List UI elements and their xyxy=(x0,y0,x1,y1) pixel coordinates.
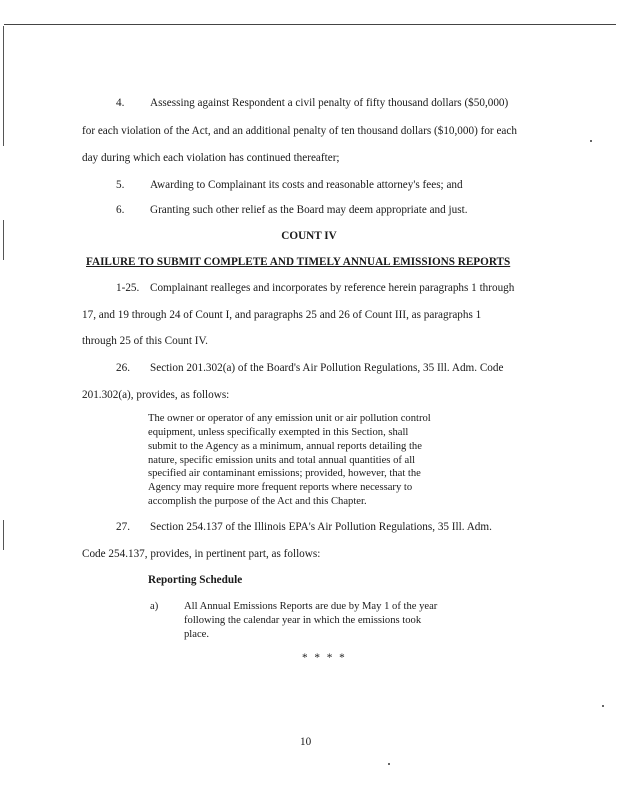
sub-a-line: place. xyxy=(184,629,209,640)
item-4-line-1: Assessing against Respondent a civil penalty of fifty thousand dollars ($50,000) xyxy=(150,97,509,109)
para-1-25-line-3: through 25 of this Count IV. xyxy=(82,335,208,347)
para-27-line-1: Section 254.137 of the Illinois EPA's Air Pollution Regulations, 35 Ill. Adm. xyxy=(150,521,492,533)
quote-line: submit to the Agency as a minimum, annual reports detailing the xyxy=(148,441,422,452)
scan-left-border-mark xyxy=(3,520,4,550)
item-4-number: 4. xyxy=(116,97,125,109)
para-26-number: 26. xyxy=(116,362,130,374)
item-6-number: 6. xyxy=(116,204,125,216)
scan-speck xyxy=(602,705,604,707)
count-heading: FAILURE TO SUBMIT COMPLETE AND TIMELY ANNUAL EMISSIONS REPORTS xyxy=(86,256,511,268)
scan-left-border xyxy=(3,26,4,146)
para-1-25-line-2: 17, and 19 through 24 of Count I, and paragraphs 25 and 26 of Count III, as paragraphs 1 xyxy=(82,309,482,321)
quote-line: The owner or operator of any emission unit or air pollution control xyxy=(148,413,431,424)
item-6-text: Granting such other relief as the Board may deem appropriate and just. xyxy=(150,204,468,216)
count-title: COUNT IV xyxy=(281,230,337,242)
para-27-line-2: Code 254.137, provides, in pertinent part, as follows: xyxy=(82,548,321,560)
item-4-line-3: day during which each violation has continued thereafter; xyxy=(82,152,340,164)
quote-line: Agency may require more frequent reports where necessary to xyxy=(148,482,413,493)
quote-line: equipment, unless specifically exempted in this Section, shall xyxy=(148,427,409,438)
para-1-25-line-1: Complainant realleges and incorporates by reference herein paragraphs 1 through xyxy=(150,282,515,294)
quote-line: nature, specific emission units and total annual quantities of all xyxy=(148,455,416,466)
item-4-line-2: for each violation of the Act, and an additional penalty of ten thousand dollars ($10,000) for each xyxy=(82,125,517,137)
ellipsis-stars: * * * * xyxy=(302,652,347,664)
scan-speck xyxy=(590,140,592,142)
page-number: 10 xyxy=(300,736,312,748)
para-27-number: 27. xyxy=(116,521,130,533)
para-26-line-1: Section 201.302(a) of the Board's Air Pollution Regulations, 35 Ill. Adm. Code xyxy=(150,362,504,374)
sub-a-line: All Annual Emissions Reports are due by May 1 of the year xyxy=(184,601,438,612)
sub-a-line: following the calendar year in which the emissions took xyxy=(184,615,422,626)
item-5-text: Awarding to Complainant its costs and reasonable attorney's fees; and xyxy=(150,179,463,191)
quote-line: specified air contaminant emissions; provided, however, that the xyxy=(148,468,421,479)
quote-line: accomplish the purpose of the Act and this Chapter. xyxy=(148,496,367,507)
scan-top-border xyxy=(4,24,616,25)
para-26-line-2: 201.302(a), provides, as follows: xyxy=(82,389,230,401)
scan-speck xyxy=(388,763,390,765)
item-5-number: 5. xyxy=(116,179,125,191)
para-1-25-number: 1-25. xyxy=(116,282,140,294)
reporting-schedule-heading: Reporting Schedule xyxy=(148,574,243,586)
sub-a-label: a) xyxy=(150,601,159,612)
